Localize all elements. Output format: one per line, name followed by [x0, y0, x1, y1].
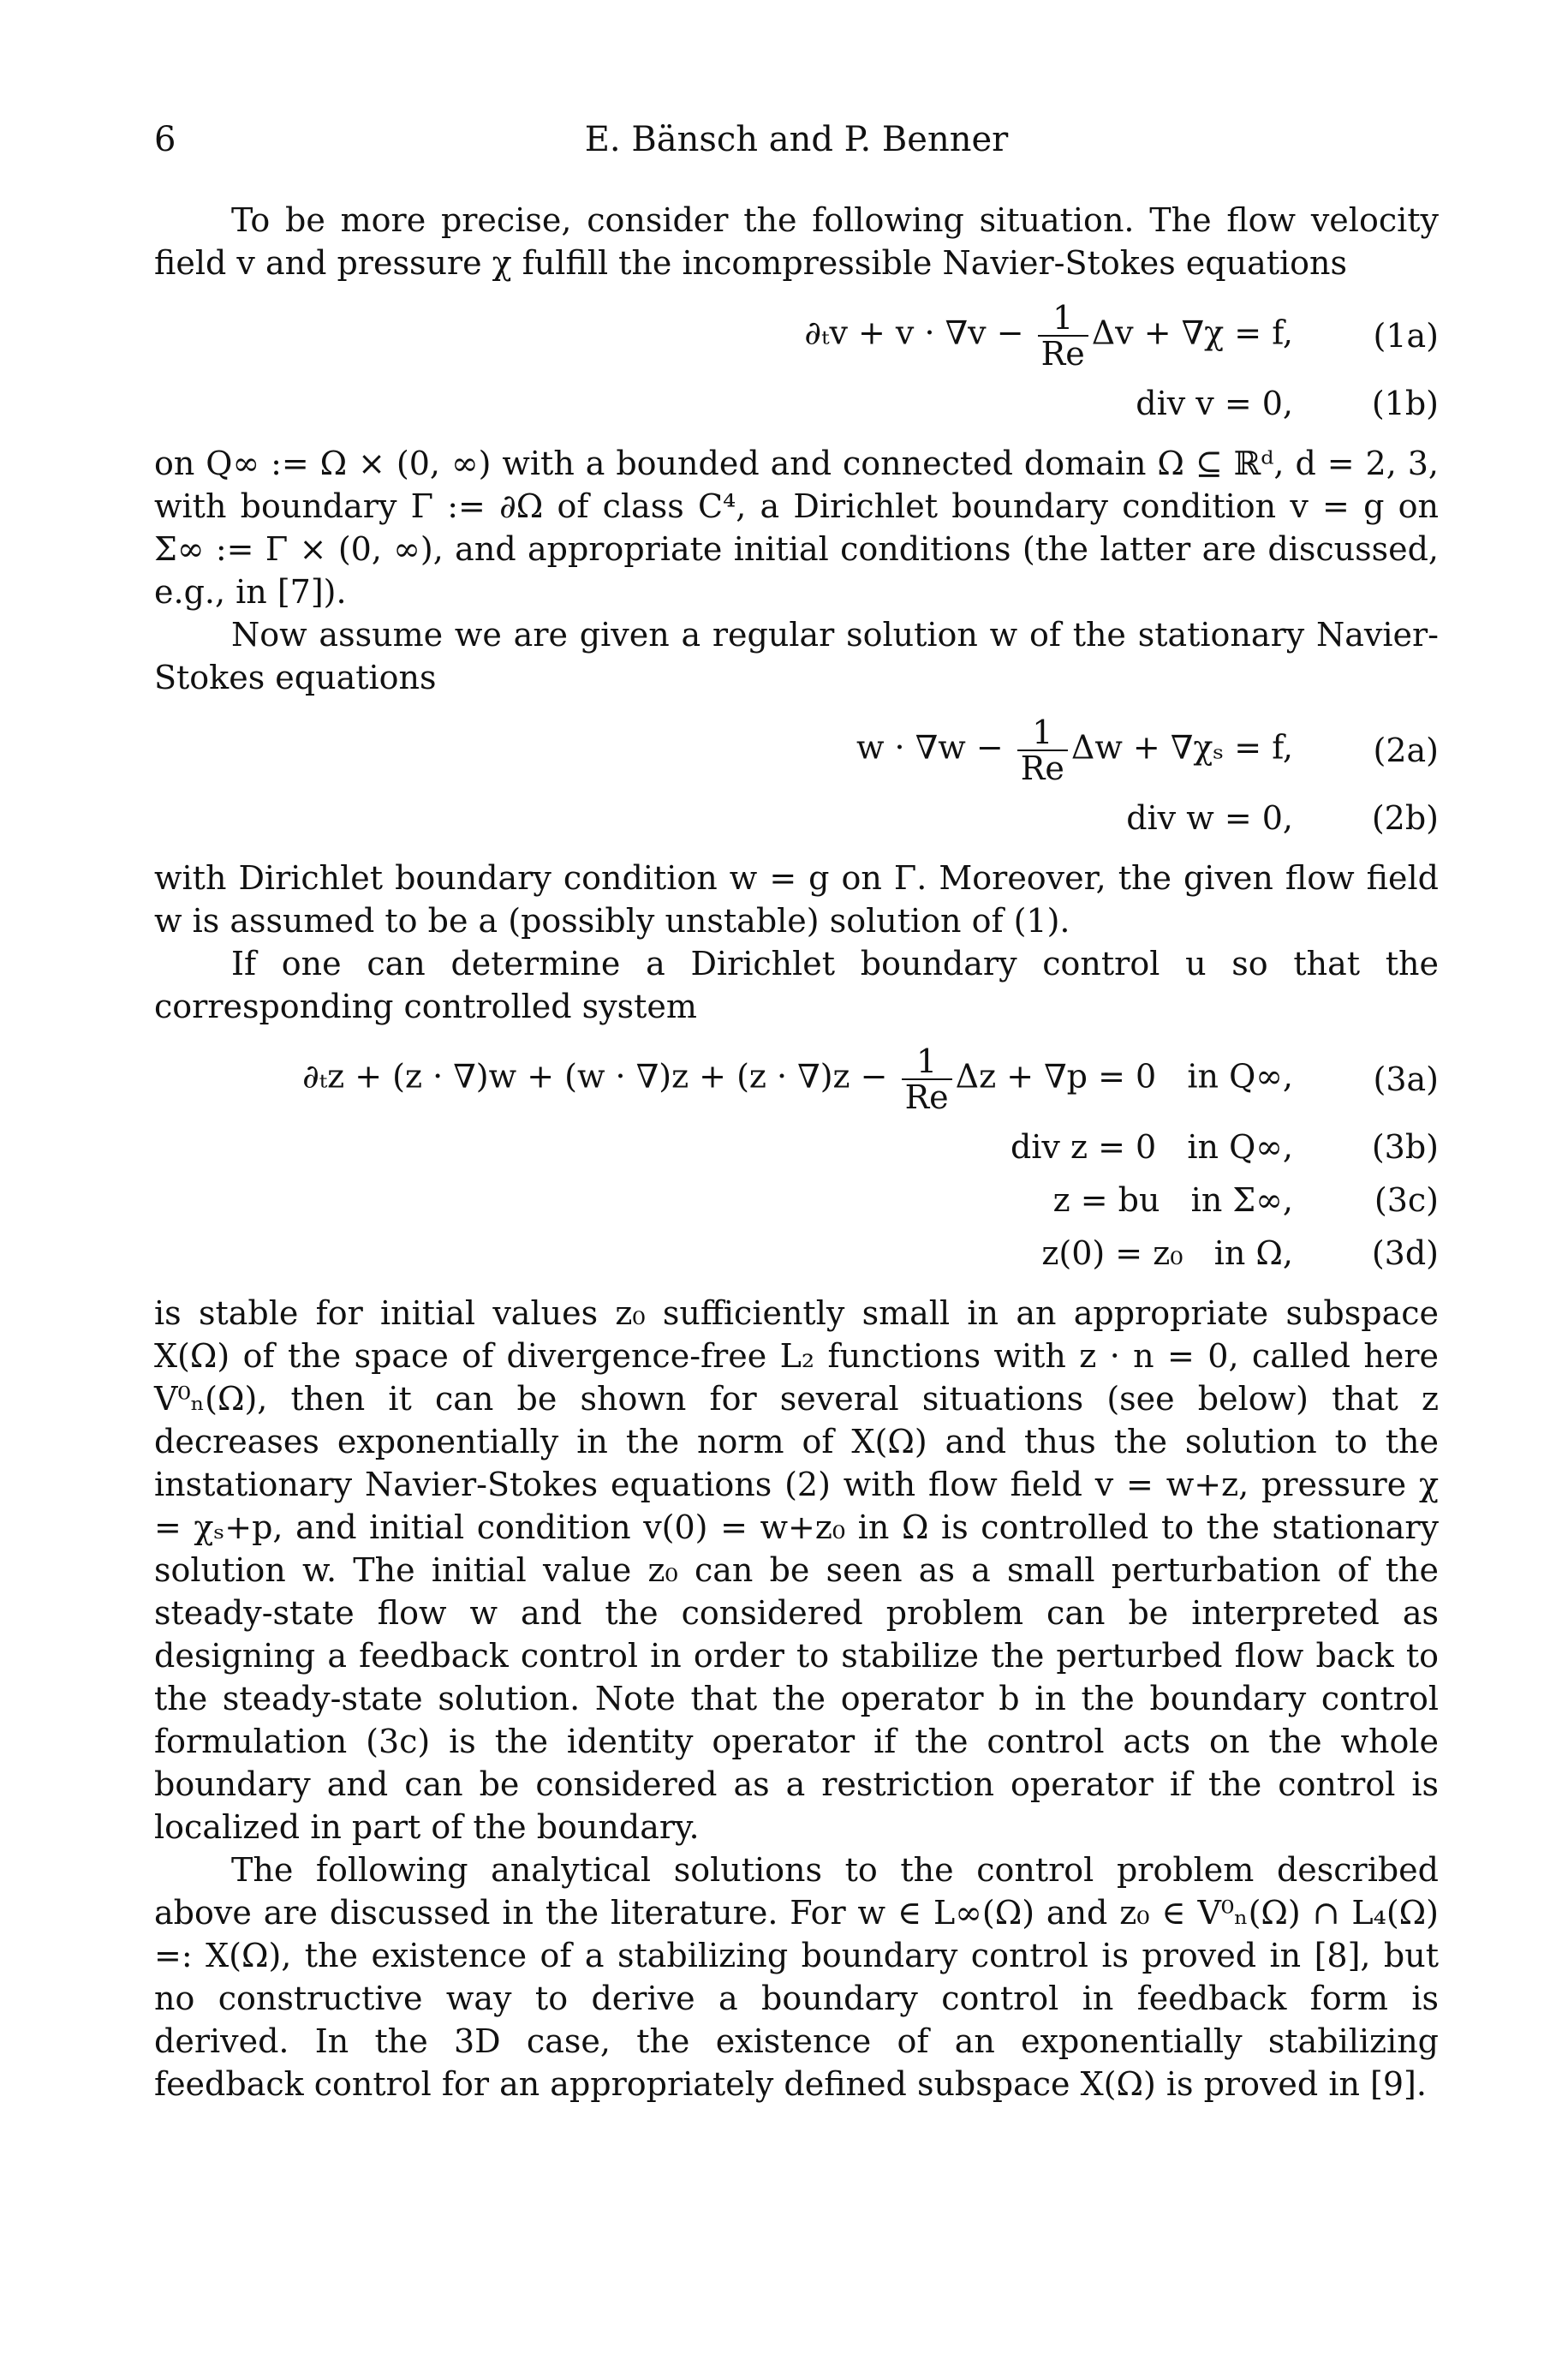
eq3a-fraction: $\frac{1}{Re}$	[902, 1044, 952, 1114]
page-number: 6	[154, 120, 176, 159]
equation-3b	[154, 1120, 1439, 1174]
paragraph-5: If one can determine a Dirichlet boundary control u so that the corresponding controlled system	[154, 945, 1439, 1025]
eq3a-left: ∂ₜz + (z · ∇)w + (w · ∇)z + (z · ∇)z −	[302, 1057, 898, 1096]
equation-block-3	[154, 1038, 1439, 1280]
paragraph-6: is stable for initial values z₀ sufficiently small in an appropriate subspace X(Ω) of the space of divergence-free L₂ functions with z · n = 0, called here V⁰ₙ(Ω), then it can be shown for several situations (see below) that z decreases exponentially in the norm of X(Ω) and thus the solution to the instationary Navier-Stokes equations (2) with flow field v = w+z, pressure χ = χₛ+p, and initial condition v(0) = w+z₀ in Ω is controlled to the stationary solution w. The initial value z₀ can be seen as a small perturbation of the steady-state flow w and the considered problem can be interpreted as designing a feedback control in order to stabilize the perturbed flow back to the steady-state solution. Note that the operator b in the boundary control formulation (3c) is the identity operator if the control acts on the whole boundary and can be considered as a restriction operator if the control is localized in part of the boundary.	[154, 1294, 1439, 1846]
equation-3c	[154, 1174, 1439, 1227]
eq1b-text: div v = 0,	[1136, 385, 1293, 422]
eq2a-number: (2a)	[1373, 732, 1439, 769]
equation-2b	[154, 791, 1439, 845]
eq3d-number: (3d)	[1371, 1234, 1439, 1272]
eq1a-left: ∂ₜv + v · ∇v −	[804, 314, 1034, 352]
equation-1a	[154, 295, 1439, 377]
eq3d-text: z(0) = z₀ in Ω,	[1041, 1234, 1293, 1272]
paragraph-4: with Dirichlet boundary condition w = g on Γ. Moreover, the given flow field w is assumed to be a (possibly unstable) solution of (1).	[154, 859, 1439, 940]
eq1a-number: (1a)	[1373, 317, 1439, 355]
page	[154, 120, 1439, 2105]
eq3a-number: (3a)	[1373, 1060, 1439, 1098]
equation-block-2	[154, 709, 1439, 845]
eq3c-text: z = bu in Σ∞,	[1052, 1181, 1293, 1219]
eq3b-number: (3b)	[1371, 1128, 1439, 1166]
eq3c-number: (3c)	[1374, 1181, 1439, 1219]
eq3a-right: Δz + ∇p = 0 in Q∞,	[955, 1057, 1293, 1096]
equation-3a	[154, 1038, 1439, 1120]
paragraph-1: To be more precise, consider the following situation. The flow velocity field v and pressure χ fulfill the incompressible Navier-Stokes equations	[154, 201, 1439, 282]
eq1a-right: Δv + ∇χ = f,	[1091, 314, 1293, 352]
eq2a-left: w · ∇w −	[856, 728, 1014, 767]
paragraph-7: The following analytical solutions to the control problem described above are discussed in the literature. For w ∈ L∞(Ω) and z₀ ∈ V⁰ₙ(Ω) ∩ L₄(Ω) =: X(Ω), the existence of a stabilizing boundary control is proved in [8], but no constructive way to derive a boundary control in feedback form is derived. In the 3D case, the existence of an exponentially stabilizing feedback control for an appropriately defined subspace X(Ω) is proved in [9].	[154, 1851, 1439, 2103]
equation-block-1	[154, 295, 1439, 430]
equation-3d	[154, 1227, 1439, 1280]
eq3b-text: div z = 0 in Q∞,	[1010, 1128, 1293, 1166]
eq2a-right: Δw + ∇χₛ = f,	[1070, 728, 1293, 767]
eq1b-number: (1b)	[1371, 385, 1439, 422]
eq2b-text: div w = 0,	[1126, 799, 1293, 837]
eq1a-fraction: $\frac{1}{Re}$	[1038, 301, 1088, 371]
paragraph-3: Now assume we are given a regular solution w of the stationary Navier-Stokes equations	[154, 616, 1439, 696]
running-title: E. Bänsch and P. Benner	[584, 120, 1009, 159]
page-header	[154, 120, 1439, 171]
equation-1b	[154, 377, 1439, 430]
paragraph-2: on Q∞ := Ω × (0, ∞) with a bounded and connected domain Ω ⊆ ℝᵈ, d = 2, 3, with boundary Γ := ∂Ω of class C⁴, a Dirichlet boundary condition v = g on Σ∞ := Γ × (0, ∞), and appropriate initial conditions (the latter are discussed, e.g., in [7]).	[154, 445, 1439, 611]
equation-2a	[154, 709, 1439, 791]
eq2b-number: (2b)	[1371, 799, 1439, 837]
eq2a-fraction: $\frac{1}{Re}$	[1017, 715, 1068, 785]
